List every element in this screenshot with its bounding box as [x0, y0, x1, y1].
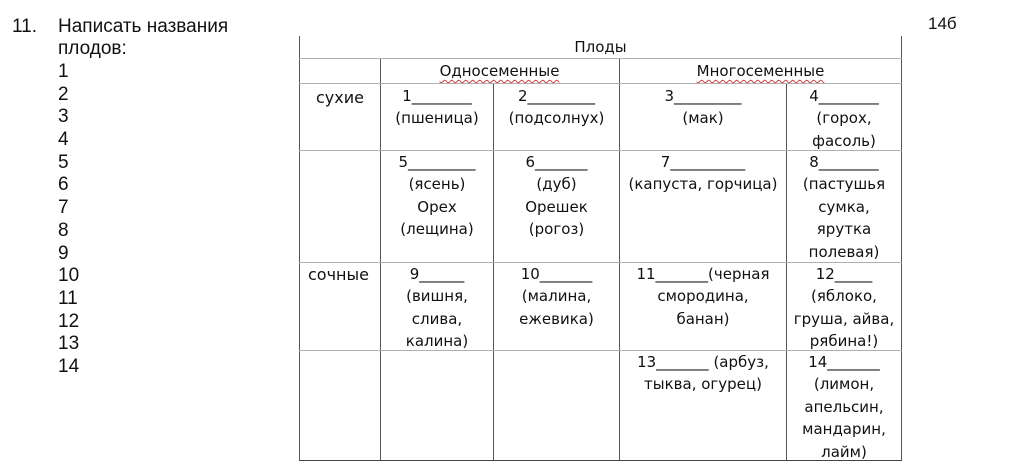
answer-number: 9	[58, 242, 69, 264]
answer-number: 7	[58, 197, 69, 219]
cell-2: 2_________ (подсолнух)	[508, 87, 605, 128]
answer-number: 14	[58, 355, 80, 377]
cell-13: 13_______ (арбуз, тыква, огурец)	[637, 353, 769, 394]
cell-8: 8________ (пастушья сумка, ярутка полевая)	[802, 153, 886, 261]
cell-12: 12_____ (яблоко, груша, айва, рябина!)	[793, 265, 895, 351]
header-multi-seeded	[619, 62, 902, 80]
answer-number: 12	[58, 310, 80, 332]
answer-number: 2	[58, 83, 69, 105]
table-title: Плоды	[574, 38, 627, 56]
answer-number: 5	[58, 151, 69, 173]
cell-6: 6_______ (дуб) Орешек (рогоз)	[525, 153, 588, 239]
cell-9: 9______ (вишня, слива, калина)	[405, 265, 469, 351]
answer-number: 4	[58, 129, 69, 151]
cell-3: 3_________ (мак)	[664, 87, 742, 128]
row-label-dry: сухие	[316, 88, 364, 107]
cell-7: 7__________ (капуста, горчица)	[628, 153, 778, 194]
header-multi-seeded-text: Многосеменные	[696, 62, 825, 80]
cell-4: 4________ (горох, фасоль)	[809, 87, 879, 150]
table-border-left	[299, 36, 300, 461]
question-number: 11.	[12, 16, 38, 37]
cell-1: 1________ (пшеница)	[395, 87, 479, 128]
table-line-headers	[299, 83, 902, 84]
answer-number: 10	[58, 265, 80, 287]
answer-number: 8	[58, 219, 69, 241]
cell-5: 5_________ (ясень) Орех (лещина)	[398, 153, 476, 239]
answer-number: 13	[58, 333, 80, 355]
answer-number: 3	[58, 106, 69, 128]
score-label: 14б	[928, 14, 957, 33]
table-line-title	[299, 58, 902, 59]
cell-10: 10_______ (малина, ежевика)	[519, 265, 594, 328]
header-single-seeded	[380, 62, 619, 80]
answer-number: 11	[58, 287, 78, 309]
row-label-juicy: сочные	[308, 265, 369, 284]
question-text-line-2: плодов:	[58, 38, 127, 59]
table-border-right	[901, 36, 902, 461]
cell-11: 11_______(черная смородина, банан)	[636, 265, 770, 328]
answer-number: 1	[58, 61, 69, 82]
header-single-seeded-text: Односеменные	[439, 62, 560, 80]
answer-number: 6	[58, 174, 69, 196]
cell-14: 14_______ (лимон, апельсин, мандарин, лайм)	[802, 353, 886, 461]
question-text-line-1: Написать названия	[58, 16, 229, 37]
